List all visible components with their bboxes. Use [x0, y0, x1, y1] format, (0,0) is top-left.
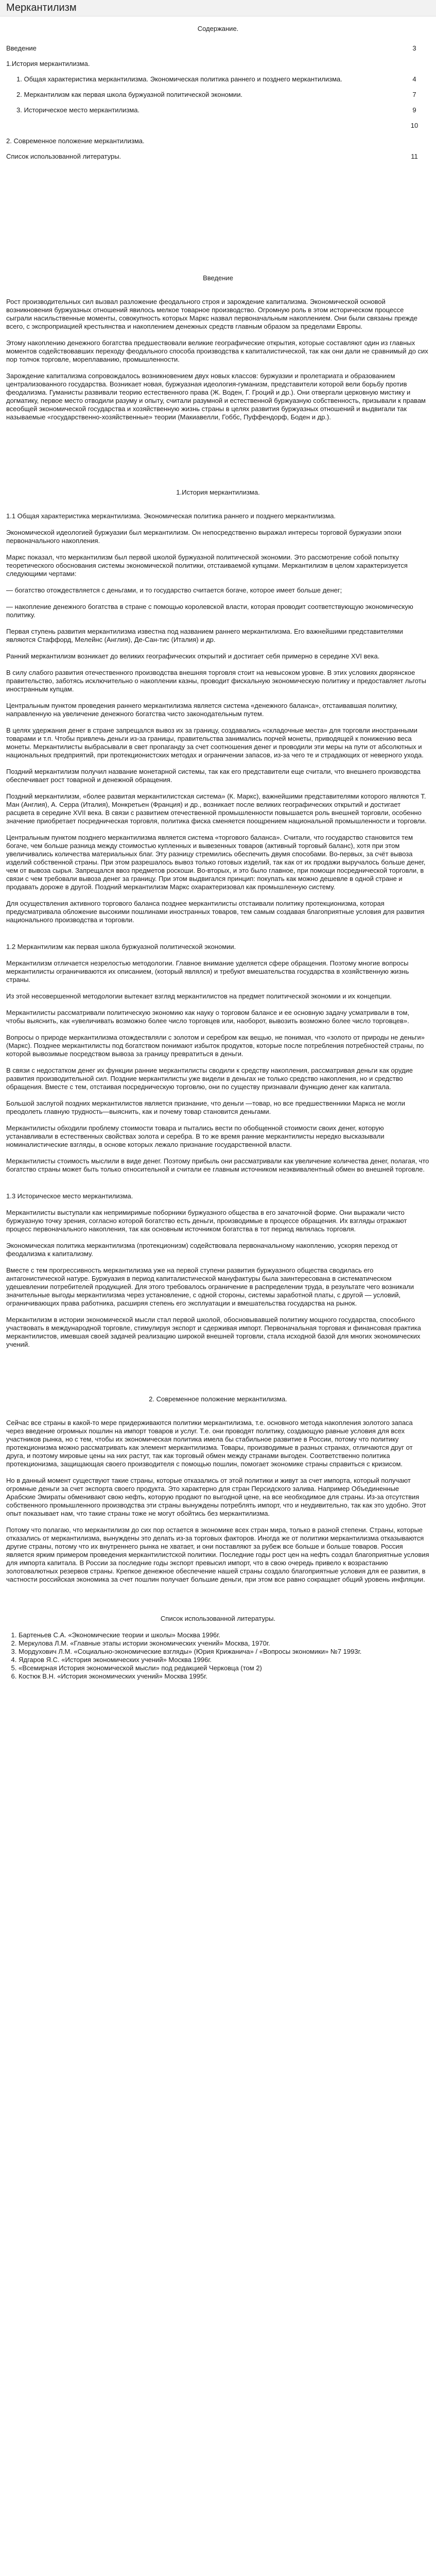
toc-row [6, 75, 430, 83]
section-paragraph: Сейчас все страны в какой-то мере придерживаются политики меркантилизма, т.е. основного метода накопления золотого запаса через введение огромных пошлин на импорт товаров и услуг. Т.е. они проводят политику, создающую равные условия для всех участников рынка, но с тем, чтобы их экономическая политика имела бы стабильное развитие в России, потому что политику протекционизма можно рассматривать как элемент меркантилизма. Товары, производимые в разных странах, отличаются друг от друга, и поэтому мировые цены на них растут, так как торговый обмен между странами выгоден. Соответственно политика протекционизма, защищающая своего производителя с помощью пошлин, помогает экономике страны справиться с кризисом. [6, 1419, 413, 1468]
toc-label: Список использованной литературы. [6, 152, 121, 160]
toc-page-number: 4 [412, 75, 416, 83]
toc-page-number: 11 [411, 152, 418, 160]
references-heading: Список использованной литературы. [160, 1615, 276, 1622]
subsection-paragraph: Первая ступень развития меркантилизма известна под названием раннего меркантилизма. Его важнейшими представителями являются Стаффорд, Мелейнс (Англия), Де-Сан-тис (Италия) и др. [6, 628, 403, 643]
reference-item: 5. «Всемирная История экономической мысли» под редакцией Черковца (том 2) [19, 1664, 430, 1672]
toc-label: 2. Современное положение меркантилизма. [6, 137, 145, 145]
document-body [0, 16, 436, 1698]
reference-item: 1. Бартеньев С.А. «Экономические теории и школы» Москва 1996г. [19, 1631, 430, 1639]
subsection-heading: 1.1 Общая характеристика меркантилизма. Экономическая политика раннего и позднего меркантилизма. [6, 512, 336, 520]
toc-page-number: 7 [412, 91, 416, 98]
toc-sublabel: 2. Меркантилизм как первая школа буржуазной политической экономии. [16, 91, 243, 98]
intro-heading: Введение [203, 274, 233, 282]
bottom-spacer [6, 1681, 430, 1686]
subsection-paragraph: Поздний меркантилизм, «более развитая меркантилистская система» (К. Маркс), важнейшими представителями которого являются Т. Ман (Англия), А. Серра (Италия), Монкретьен (Франция) и др., возникает после великих географических открытий и достигает расцвета в середине XVII века. В связи с развитием отечественной промышленности повышается роль внешней торговли, особенно значение приобретает посредническая торговля, политика фиска сменяется поощрением национальной промышленности и торговли. [6, 792, 427, 825]
subsection-paragraph: В силу слабого развития отечественного производства внешняя торговля стоит на невысоком уровне. В этих условиях дворянское правительство, заботясь исключительно о накоплении казны, проводит фискальную экономическую политику и предоставляет льготы иностранным купцам. [6, 669, 426, 693]
intro-paragraph: Рост производительных сил вызвал разложение феодального строя и зарождение капитализма. Экономической основой возникновения буржуазных отношений явилось мелкое товарное производство. Огромную роль в этом историческом процессе сыграли насильственные моменты, совокупность которых Маркс назвал первоначальным накоплением. Они были связаны прежде всего, с экспроприацией крестьянства и накоплением денежных средств главным образом за пределами Европы. [6, 298, 417, 330]
toc-row [6, 60, 430, 68]
subsection-body [6, 529, 430, 924]
toc-page-number: 9 [412, 106, 416, 114]
toc-row [6, 122, 430, 130]
section-paragraph: Но в данный момент существуют такие страны, которые отказались от этой политики и живут за счет импорта, который получают огромные деньги за счет экспорта своего продукта. Это характерно для стран Персидского залива. Например Объединенные Арабские Эмираты обменивают свою нефть, которую продают по выгодной цене, на все необходимое для страны. Из-за отсутствия собственного промышленного производства эти страны вынуждены потреблять импорт, что и неудивительно, так как это удобно. Этот опыт показывает нам, что такие страны тоже не могут обойтись без меркантилизма. [6, 1477, 426, 1517]
toc-page-number: 10 [410, 122, 418, 129]
toc-sublabel-text: Общая характеристика меркантилизма. Экономическая политика раннего и позднего меркантилизма. [24, 75, 342, 83]
history-heading: 1.История меркантилизма. [176, 488, 260, 496]
subsection-paragraph: Центральным пунктом позднего меркантилизма является система «торгового баланса». Считали, что государство становится тем богаче, чем больше разница между стоимостью купленных и вывезенных товаров (активный торговый баланс), хотя при этом увеличивались количества материальных благ. Эту разницу стремились обеспечить двумя способами. Во-первых, за счёт вывоза изделий собственной страны. При этом разрешалось вывоз только готовых изделий, так как от их продажи выручалось больше денег, чем от вывоза сырья. Запрещался ввоз предметов роскоши. Во-вторых, и это было главное, при помощи посреднической торговли, в связи с чем требовали вывоза денег за границу. При этом выдвигался принцип: покупать как можно дешевле в одной стране и продавать дороже в другой. Поздний меркантилизм Маркс охарактеризовал как промышленную систему. [6, 834, 426, 891]
reference-item: 4. Ядгаров Я.С. «История экономических учений» Москва 1996г. [19, 1656, 430, 1664]
toc-sublabel-text: Меркантилизм как первая школа буржуазной политической экономии. [24, 91, 243, 98]
subsection-paragraph: Из этой несовершенной методологии вытекает взгляд меркантилистов на предмет политической экономии и их концепции. [6, 992, 392, 1000]
toc-row [6, 137, 430, 145]
subsection-paragraph: Меркантилисты стоимость мыслили в виде денег. Поэтому прибыль они рассматривали как увеличение количества денег, полагая, что богатство страны может быть только относительной и считали ее главным источником неэквивалентный обмен во внешней торговле. [6, 1157, 429, 1173]
toc-heading: Содержание. [197, 25, 239, 32]
toc-sublabel: 1. Общая характеристика меркантилизма. Экономическая политика раннего и позднего меркантилизма. [16, 75, 342, 83]
section-paragraph: Потому что полагаю, что меркантилизм до сих пор остается в экономике всех стран мира, только в разной степени. Страны, которые отказались от меркантилизма, вынуждены это делать из-за торговых факторов. Иногда же от политики меркантилизма отказываются другие страны, потому что их внутреннего рынка не хватает, и они поставляют за рубеж все больше и больше товаров. Россия является ярким примером проведения меркантилистской политики. Последние годы рост цен на нефть создал благоприятные условия для импорта капитала. В России за последние годы экспорт превысил импорт, что в свою очередь привело к возрастанию золотовалютных резервов страны. Крепкое денежное обеспечение нашей страны создало благоприятные условия для ее развития, в частности российская экономика за счет пошлин получает большие деньги, при этом все равно сокращает общий уровень инфляции. [6, 1526, 429, 1583]
reference-item: 6. Костюк В.Н. «История экономических учений» Москва 1995г. [19, 1672, 430, 1681]
section-body [6, 1419, 430, 1584]
subsection-paragraph: Вопросы о природе меркантилизма отождествляли с золотом и серебром как вещью, не понимая, что «золото от природы не деньги» (Маркс). Позднее меркантилисты под богатством понимают избыток продуктов, которые после потребления потребностей страны, по которой вывозимые посредством вывоза за границу превратиться в деньги. [6, 1033, 425, 1058]
toc-label: Введение [6, 44, 37, 52]
toc-sublabel: 3. Историческое место меркантилизма. [16, 106, 140, 114]
subsection-paragraph: В целях удержания денег в стране запрещался вывоз их за границу, создавались «складочные места» для торговли иностранными товарами и т.п. Чтобы привлечь деньги из-за границы, правительства занимались порчей монеты, приводящей к понижению веса монеты. Меркантилисты выбрасывали в свет пропаганду за счет соотношения денег и проводили эти меры на пути от абсолютных и национальных предприятий, при протекционистских методах и ограничении запасов, из-за чего те и страдающих от неверного ухода. [6, 726, 424, 759]
toc-row [6, 106, 430, 114]
subsection-paragraph: Большой заслугой поздних меркантилистов является признание, что деньги —товар, но все предшественники Маркса не могли преодолеть главную трудность—выяснить, как и почему товар становится деньгами. [6, 1099, 405, 1115]
subsection-paragraph: Маркс показал, что меркантилизм был первой школой буржуазной политической экономии. Это рассмотрение собой попытку теоретического обоснования системы экономической политики, отстаиваемой купцами. Меркантилизм в целом характеризуется следующими чертами: [6, 553, 408, 578]
page-header [0, 0, 436, 16]
toc-row [6, 91, 430, 99]
subsection-paragraph: Экономическая политика меркантилизма (протекционизм) содействовала первоначальному накоплению, ускоряя переход от феодализма к капитализму. [6, 1242, 398, 1258]
reference-item: 2. Меркулова Л.М. «Главные этапы истории экономических учений» Москва, 1970г. [19, 1639, 430, 1648]
toc-page-number: 3 [412, 44, 416, 52]
subsection-paragraph: Центральным пунктом проведения раннего меркантилизма является система «денежного баланса», отстаивавшая политику, направленную на увеличение денежного богатства чисто законодательным путем. [6, 702, 397, 718]
subsection-paragraph: Меркантилисты обходили проблему стоимости товара и пытались вести по обобщенной стоимости своих денег, которую устанавливали в естественных свойствах золота и серебра. В то же время ранние меркантилисты нередко высказывали номиналистические взгляды, в основе которых лежало признание государственной власти. [6, 1124, 385, 1148]
toc-sublabel-text: Историческое место меркантилизма. [24, 106, 140, 114]
toc-row [6, 152, 430, 161]
subsection-paragraph: Меркантилизм отличается незрелостью методологии. Главное внимание уделяется сфере обращения. Поэтому многие вопросы меркантилисты ограничиваются их описанием, (который являлся) и требуют вмешательства государства в хозяйственную жизнь страны. [6, 959, 409, 984]
references-list [6, 1631, 430, 1681]
subsection-paragraph: Для осуществления активного торгового баланса позднее меркантилисты отстаивали политику протекционизма, которая предусматривала обложение высокими пошлинами иностранных товаров, тем самым создавая благоприятные условия для развития национального производства и торговли. [6, 900, 425, 924]
subsection-paragraph: Меркантилисты рассматривали политическую экономию как науку о торговом балансе и ее основную задачу усматривали в том, чтобы выяснить, как «увеличивать возможно более число торговцев или, наоборот, вывозить возможно более число торговцев». [6, 1009, 410, 1025]
subsection-body [6, 959, 430, 1174]
reference-item: 3. Мордухович Л.М. «Социально-экономические взгляды» (Юрия Крижанича» / «Вопросы экономики» №7 1993г. [19, 1648, 430, 1656]
subsection-heading: 1.2 Меркантилизм как первая школа буржуазной политической экономии. [6, 943, 236, 951]
subsection-paragraph: — накопление денежного богатства в стране с помощью королевской власти, которая проводит соответствующую экономическую политику. [6, 603, 413, 619]
toc-row [6, 44, 430, 53]
page-title: Меркантилизм [6, 2, 77, 13]
subsection-paragraph: Вместе с тем прогрессивность меркантилизма уже на первой ступени развития буржуазного общества сводилась его антагонистической натуре. Буржуазия в период капиталистической мануфактуры была заинтересована в систематическом удешевлении потребителей продукцией. Для этого требовалось ограничение в распределении труда, в результате чего возникали значительные выгоды меркантилизма через установление, с одной стороны, системы заработной платы, с другой — условий, ограничивающих права работника, расширяя степень его эксплуатации и вмешательства государства на рынок. [6, 1266, 414, 1307]
subsection-heading: 1.3 Историческое место меркантилизма. [6, 1192, 133, 1200]
subsection-paragraph: Меркантилисты выступали как непримиримые поборники буржуазного общества в его зачаточной форме. Они выражали чисто буржуазную точку зрения, согласно которой богатство есть деньги, производимые в процессе обращения. Их взгляды отражают процесс первоначального накопления, так как основным источником богатства в тот период являлась торговля. [6, 1209, 407, 1233]
modern-heading: 2. Современное положение меркантилизма. [149, 1395, 287, 1403]
subsection-paragraph: Поздний меркантилизм получил название монетарной системы, так как его представители еще считали, что внешнего производства обеспечивает рост товарной и денежной обращения. [6, 768, 421, 784]
subsection-paragraph: Ранний меркантилизм возникает до великих географических открытий и достигает себя примерно в середине XVI века. [6, 652, 380, 660]
subsection-paragraph: Экономической идеологией буржуазии был меркантилизм. Он непосредственно выражал интересы торговой буржуазии эпохи первоначального накопления. [6, 529, 402, 545]
subsection-body [6, 1209, 430, 1349]
toc-label: 1.История меркантилизма. [6, 60, 90, 67]
subsection-paragraph: В связи с недостатком денег их функции ранние меркантилисты сводили к средству накопления, рассматривая деньги как орудие развития производительной сил. Поздние меркантилисты уже видели в деньгах не только средство накопления, но и средство обращения. Вместе с тем, отстаивая посредническую торговлю, они по существу признавали функцию денег как капитала. [6, 1066, 413, 1091]
subsection-paragraph: — богатство отождествляется с деньгами, и то государство считается богаче, которое имеет больше денег; [6, 586, 342, 594]
intro-paragraph: Этому накоплению денежного богатства предшествовали великие географические открытия, которые составляют один из главных моментов содействовавших переходу феодального способа производства к капиталистической, так как они дали не сравнимый до сих пор толчок торговле, мореплаванию, промышленности. [6, 339, 428, 363]
subsection-paragraph: Меркантилизм в истории экономической мысли стал первой школой, обосновывавшей политику мощного государства, способного участвовать в международной торговле, стимулируя экспорт и сдерживая импорт. Первоначальная торговая и финансовая практика меркантилистов, имевшая своей задачей реализацию широкой внешней торговли, стала исходной базой для многих экономических учений. [6, 1316, 421, 1348]
intro-paragraph: Зарождение капитализма сопровождалось возникновением двух новых классов: буржуазии и пролетариата и образованием централизованного государства. Возникает новая, буржуазная идеология-гуманизм, представители которой вели борьбу против феодализма. Гуманисты развивали теорию естественного права (Ж. Воден, Г. Гроций и др.). Они отвергали церковную мистику и догматику, первое место отводили разуму и опыту, считали разумной и естественной буржуазную собственность, призывали к правам всеобщей экономической государства и хозяйственную жизнь страны в целях развития буржуазных отношений и выдвигали так называемые «государственно-хозяйственные» теории (Макиавелли, Гоббс, Пуффендорф, Боден и др.). [6, 372, 426, 421]
